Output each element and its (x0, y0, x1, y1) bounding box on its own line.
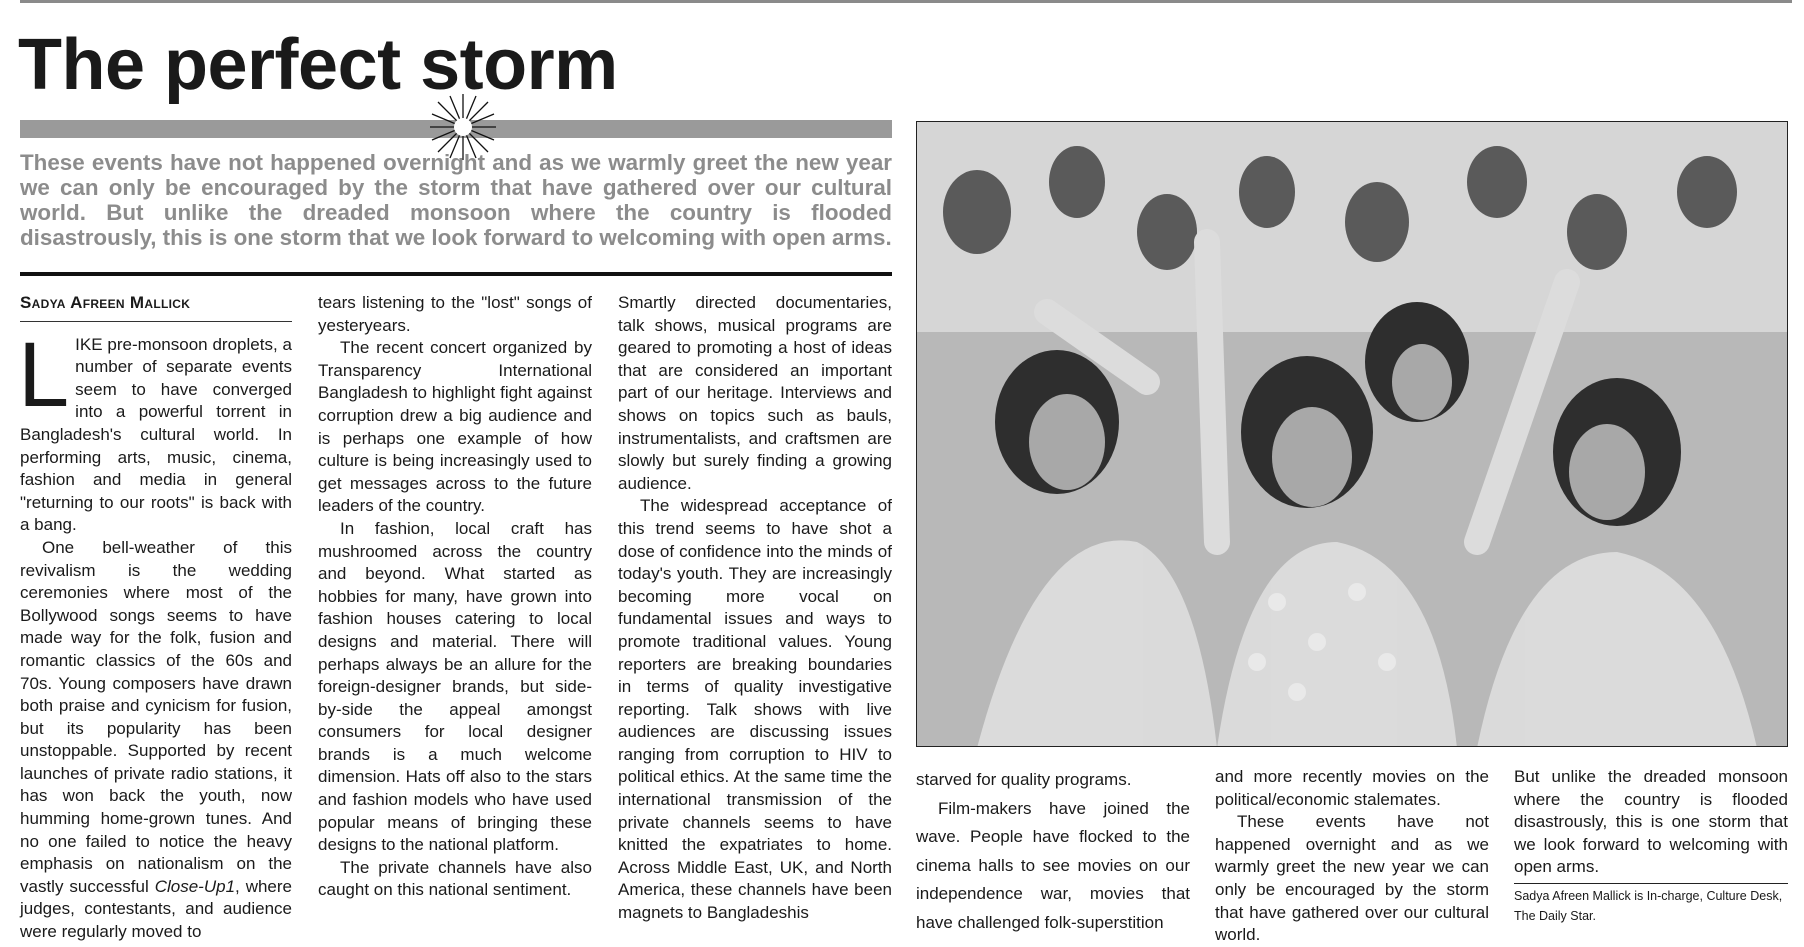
show-title: Close-Up1 (154, 876, 236, 896)
top-rule (20, 0, 1792, 3)
paragraph: The private channels have also caught on this national sentiment. (318, 857, 592, 900)
author-credit: Sadya Afreen Mallick is In-charge, Culture Desk, The Daily Star. (1514, 883, 1788, 926)
paragraph (20, 537, 292, 944)
photo-illustration (917, 122, 1788, 747)
column-5 (1215, 766, 1489, 947)
paragraph: In fashion, local craft has mushroomed across the country and beyond. What started as hobbies for many, have grown into fashion houses catering to local designs and material. There will perhaps always be an allure for the foreign-designer brands, but side-by-side the appeal amongst consumers for local designer brands is a much welcome dimension. Hats off also to the stars and fashion models who have used popular means of bringing these designs to the national platform. (318, 518, 592, 855)
paragraph: The recent concert organized by Transparency International Bangladesh to highlight fight against corruption drew a big audience and is perhaps one example of how culture is being increasingly used to get messages across to the future leaders of the country. (318, 338, 592, 516)
drop-cap: L (18, 323, 70, 426)
column-4 (916, 766, 1190, 937)
paragraph (18, 323, 292, 537)
byline: Sadya Afreen Mallick (20, 292, 292, 322)
paragraph: The widespread acceptance of this trend seems to have shot a dose of confidence into the minds of today's youth. They are increasingly becoming more vocal on fundamental issues and ways to promote traditional values. Young reporters are breaking boundaries in terms of quality investigative reporting. Talk shows with live audiences are discussing issues ranging from corruption to HIV to political ethics. At the same time the international transmission of the private channels seems to have knitted the expatriates to home. Across Middle East, UK, and North America, these channels have been magnets to Bangladeshis (618, 496, 892, 923)
photo-crowd-of-women (916, 121, 1788, 747)
paragraph-text: One bell-weather of this revivalism is the wedding ceremonies where most of the Bollywood songs seems to have made way for the folk, fusion and romantic classics of the 60s and 70s. Young composers have drawn both praise and cynicism for fusion, but its popularity has been unstoppable. Supported by recent launches of private radio stations, it has won back the youth, now humming home-grown tunes. And no one failed to notice the heavy emphasis on nationalism on the vastly successful (20, 537, 292, 896)
column-2 (318, 292, 592, 902)
column-3 (618, 292, 892, 925)
paragraph: starved for quality programs. (916, 770, 1132, 789)
column-6 (1514, 766, 1788, 926)
deck-summary: These events have not happened overnight and as we warmly greet the new year we can only be encouraged by the storm that have gathered over our cultural world. But unlike the dreaded monsoon where the country is flooded disastrously, this is one storm that we look forward to welcoming with open arms. (20, 150, 892, 250)
paragraph: Film-makers have joined the wave. People have flocked to the cinema halls to see movies on our independence war, movies that have challenged folk-superstition (916, 798, 1190, 932)
column-1 (20, 292, 292, 944)
paragraph: These events have not happened overnight and as we warmly greet the new year we can only be encouraged by the storm that have gathered over our cultural world. (1215, 812, 1489, 945)
deck-rule (20, 272, 892, 276)
paragraph-text: , where judges, contestants, and audience were regularly moved to (20, 876, 293, 942)
paragraph-text: IKE pre-monsoon droplets, a number of separate events seem to have converged into a powerful torrent in Bangladesh's cultural world. In performing arts, music, cinema, fashion and media in general "returning to our roots" is back with a bang. (20, 334, 292, 535)
paragraph: tears listening to the "lost" songs of yesteryears. (318, 293, 592, 335)
headline: The perfect storm (18, 25, 618, 105)
paragraph: Smartly directed documentaries, talk shows, musical programs are geared to promoting a host of ideas that are considered an important part of our heritage. Interviews and shows on topics such as bauls, instrumentalists, and craftsmen are slowly but surely finding a growing audience. (618, 293, 892, 493)
paragraph: But unlike the dreaded monsoon where the country is flooded disastrously, this is one storm that we look forward to welcoming with open arms. (1514, 767, 1788, 877)
paragraph: and more recently movies on the political/economic stalemates. (1215, 767, 1489, 809)
